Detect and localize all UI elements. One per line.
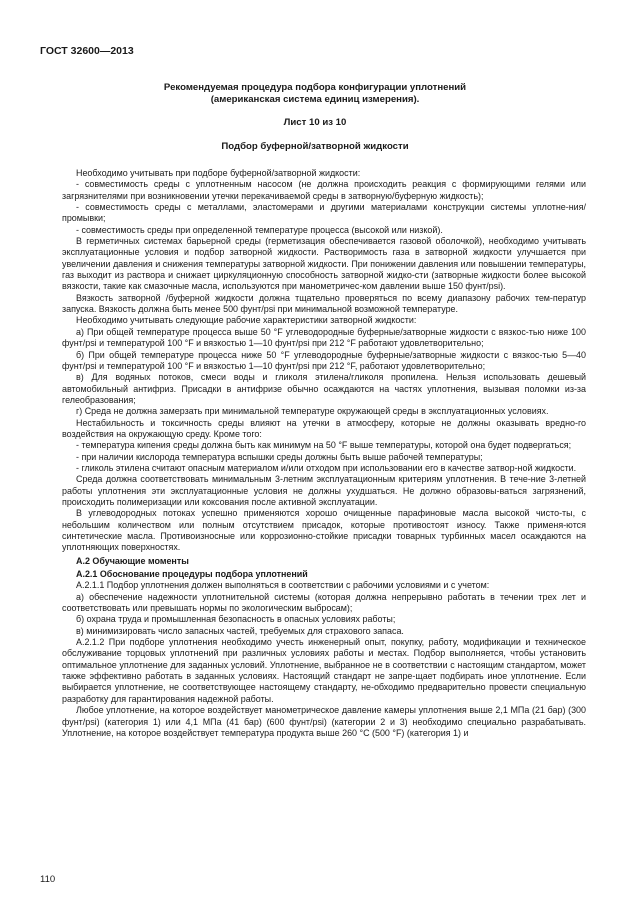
- paragraph: В герметичных системах барьерной среды (герметизация обеспечивается газовой оболочкой), необходимо учитывать эксплуатационные условия и подбор затворной жидкости. Растворимость газа в затворной жидкости улучшается при увеличении давления и снижения температуры затворной жидкости. При понижении давления или повышении температуры, газ выходит из раствора и снижает циркуляционную способность затворной жидко-сти (затворные жидкости более высокой вязкости, такие как смазочные масла, используются при манометричес-ком давлении выше 150 фунт/psi).: [62, 236, 586, 292]
- paragraph: А.2.1.2 При подборе уплотнения необходимо учесть инженерный опыт, покупку, работу, модификации и техническое обслуживание торцовых уплотнений при различных условиях работы и местах. Подбор выполняется, чтобы установить оптимальное уплотнение для заданных условий. Уплотнение, выбранное не в соответствии с настоящим стандартом, может также эффективно работать в заданных условиях. Настоящий стандарт не запре-щает подбирать иное уплотнение. Если выбирается уплотнение, не соответствующее настоящему стандарту, не-обходимо предварительно провести специальную разработку для гарантирования надежной работы.: [62, 637, 586, 704]
- paragraph: в) минимизировать число запасных частей, требуемых для страхового запаса.: [76, 625, 404, 636]
- paragraph: Любое уплотнение, на которое воздействует манометрическое давление камеры уплотнения выше 2,1 МПа (21 бар) (300 фунт/psi) (категория 1) или 4,1 МПа (41 бар) (600 фунт/psi) (категории 2 и 3) необходимо специально разрабатывать. Уплотнение, на которое воздействует температура продукта выше 260 °С (500 °F) (категория 1) и: [62, 705, 586, 738]
- section-heading: А.2.1 Обоснование процедуры подбора уплотнений: [76, 569, 308, 580]
- section-subtitle: Подбор буферной/затворной жидкости: [221, 141, 409, 152]
- paragraph: Нестабильность и токсичность среды влияют на утечки в атмосферу, которые не должны оказывать вредно-го воздействия на окружающую среду. Кроме того:: [62, 417, 586, 439]
- paragraph: - совместимость среды при определенной температуре процесса (высокой или низкой).: [76, 224, 443, 235]
- paragraph: - совместимость среды с металлами, эластомерами и другими материалами конструкции системы уплотне-ния/промывки;: [62, 202, 586, 224]
- paragraph: А.2.1.1 Подбор уплотнения должен выполняться в соответствии с рабочими условиями и с учетом:: [76, 580, 490, 591]
- paragraph: - температура кипения среды должна быть как минимум на 50 °F выше температуры, которой она будет подвергаться;: [76, 440, 572, 451]
- paragraph: - при наличии кислорода температура вспышки среды должны быть выше рабочей температуры;: [76, 451, 483, 462]
- sheet-label: Лист 10 из 10: [283, 117, 347, 128]
- title-line-2: (американская система единиц измерения).: [210, 94, 420, 105]
- paragraph: В углеводородных потоках успешно применяются хорошо очищенные парафиновые масла высокой чисто-ты, с небольшим количеством или полным отсутствием присадок, которые противостоят износу. Также применя-ются синтетические масла. Противоизносные или коррозионно-стойкие присадки товарных турбинных масел осаждаются на уплотняющих поверхностях.: [62, 508, 586, 553]
- paragraph: г) Среда не должна замерзать при минимальной температуре окружающей среды в эксплуатационных условиях.: [76, 406, 549, 417]
- body-text: [62, 168, 586, 739]
- paragraph: в) Для водяных потоков, смеси воды и гликоля этилена/гликоля пропилена. Нельзя использовать дешевый автомобильный антифриз. Присадки в антифризе обычно осаждаются на частях уплотнения, вызывая поломки из-за гелеобразования;: [62, 372, 586, 405]
- paragraph: Среда должна соответствовать минимальным 3-летним эксплуатационным критериям уплотнения. В тече-ние 3-летней работы уплотнения эти эксплуатационные условия не должны ухудшаться. Не должно образовы-ваться загрязнений, происходить полимеризации или коксования после активной эксплуатации.: [62, 474, 586, 507]
- paragraph: Необходимо учитывать следующие рабочие характеристики затворной жидкости:: [76, 315, 417, 326]
- paragraph: Вязкость затворной /буферной жидкости должна тщательно проверяться по всему диапазону рабочих тем-ператур запуска. Вязкость должна быть менее 500 фунт/psi при минимальной возможной температуре.: [62, 292, 586, 315]
- paragraph: - гликоль этилена считают опасным материалом и/или отходом при использовании его в качестве затвор-ной жидкости.: [76, 462, 577, 473]
- paragraph: а) При общей температуре процесса выше 50 °F углеводородные буферные/затворные жидкости с вязкос-тью ниже 100 фунт/psi и температурой 100 °F и вязкостью 1—10 фунт/psi при 212 °F работают удовлетворительно;: [62, 326, 586, 349]
- paragraph: б) При общей температуре процесса ниже 50 °F углеводородные буферные/затворные жидкости с вязкос-тью 5—40 фунт/psi и температурой 100 °F и вязкостью 1—10 фунт/psi при 212 °F, работают удовлетворительно;: [62, 349, 586, 371]
- title-line-1: Рекомендуемая процедура подбора конфигурации уплотнений: [163, 82, 467, 93]
- page-number: 110: [40, 874, 56, 885]
- paragraph: а) обеспечение надежности уплотнительной системы (которая должна непрерывно работать в течении трех лет и соответствовать или превышать нормы по экологическим выбросам);: [62, 591, 586, 614]
- paragraph: Необходимо учитывать при подборе буферной/затворной жидкости:: [76, 168, 361, 178]
- paragraph: - совместимость среды с уплотненным насосом (не должна происходить реакция с формирующими гелями или загрязнителями при возникновении утечки перекачиваемой среды в затворную/буферную жидкость);: [62, 179, 586, 201]
- paragraph: б) охрана труда и промышленная безопасность в опасных условиях работы;: [76, 614, 396, 625]
- section-heading: А.2 Обучающие моменты: [76, 555, 189, 566]
- document-id: ГОСТ 32600—2013: [40, 45, 134, 57]
